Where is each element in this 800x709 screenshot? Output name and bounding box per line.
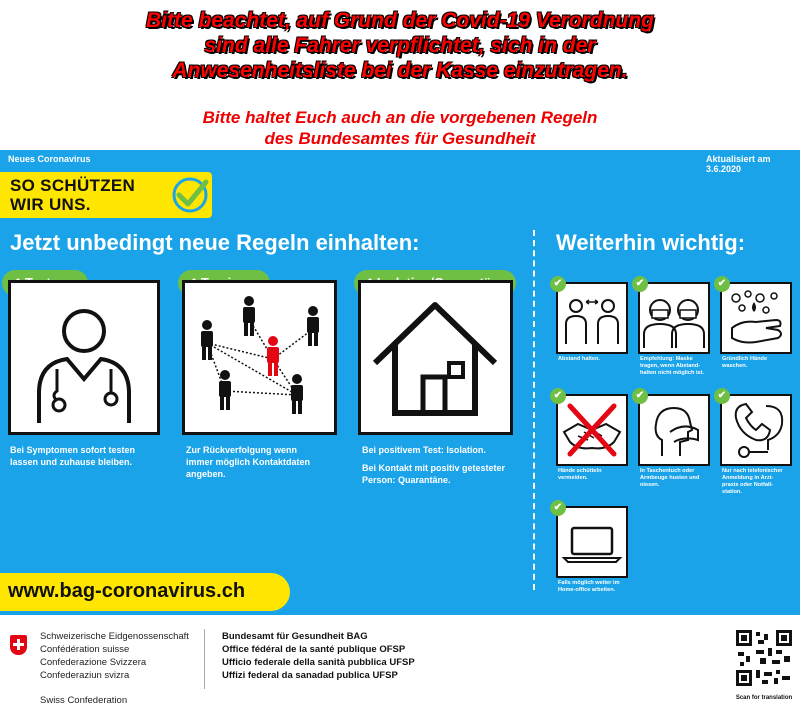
no-handshake-icon	[558, 396, 626, 464]
campaign-slogan	[10, 176, 135, 214]
rule-text-tracing	[186, 444, 310, 480]
poster-topic: Neues Coronavirus	[8, 154, 91, 164]
office-names	[222, 630, 415, 682]
notice-sub-line-1: Bitte haltet Euch auch an die vorgebenen Regeln	[202, 108, 598, 127]
card-testen	[8, 280, 160, 435]
tip-text-handwash	[722, 356, 767, 370]
tip-text-distance	[558, 356, 600, 363]
hand-wash-icon	[722, 284, 790, 352]
qr-code-icon[interactable]	[736, 630, 792, 686]
tip-text-line: Nur nach telefonischer	[722, 468, 783, 474]
phone-stethoscope-icon	[722, 396, 790, 464]
footer-divider	[204, 629, 205, 689]
qr-caption: Scan for translation	[735, 695, 793, 701]
check-circle-icon	[170, 176, 210, 214]
rule-text-line: Bei positivem Test: Isolation.	[362, 445, 486, 455]
rule-text-line: Zur Rückverfolgung wenn	[186, 445, 298, 455]
confederation-name: Confederaziun svizra	[40, 670, 130, 681]
tip-card-handshake	[556, 394, 628, 466]
confederation-names	[40, 630, 189, 682]
tip-text-line: Armbeuge husten und	[640, 475, 700, 481]
slogan-line-2: WIR UNS.	[10, 195, 91, 214]
tip-text-line: Anmeldung in Arzt-	[722, 475, 774, 481]
rule-text-line: Person: Quarantäne.	[362, 475, 451, 485]
confederation-english: Swiss Confederation	[40, 695, 128, 706]
campaign-badge	[0, 172, 212, 218]
mask-icon	[640, 284, 708, 352]
notice-line-2: sind alle Fahrer verpflichtet, sich in der	[204, 34, 596, 57]
tip-text-line: Abstand halten.	[558, 356, 600, 362]
tip-text-line: Home-office arbeiten.	[558, 587, 616, 593]
poster-updated: Aktualisiert am 3.6.2020	[706, 154, 771, 174]
rule-text-line: immer möglich Kontaktdaten	[186, 457, 311, 467]
slogan-line-1: SO SCHÜTZEN	[10, 176, 136, 195]
rule-text-testen	[10, 444, 135, 468]
check-icon: ✔	[632, 276, 648, 292]
tip-text-line: vermeiden.	[558, 475, 588, 481]
website-link[interactable]: www.bag-coronavirus.ch	[8, 580, 246, 602]
tip-text-handshake	[558, 468, 602, 482]
tip-text-line: praxis oder Notfall-	[722, 482, 773, 488]
tip-text-line: tragen, wenn Abstand-	[640, 363, 701, 369]
confederation-name: Schweizerische Eidgenossenschaft	[40, 631, 189, 642]
office-name: Office fédéral de la santé publique OFSP	[222, 644, 406, 655]
tip-text-homeoffice	[558, 580, 620, 594]
check-icon: ✔	[632, 388, 648, 404]
check-icon: ✔	[714, 276, 730, 292]
tip-text-mask	[640, 356, 704, 377]
tip-card-mask	[638, 282, 710, 354]
tip-text-line: In Taschentuch oder	[640, 468, 695, 474]
swiss-coat-of-arms-icon	[10, 635, 27, 655]
office-name: Ufficio federale della sanità pubblica UFSP	[222, 657, 415, 668]
notice-line-1: Bitte beachtet, auf Grund der Covid-19 Verordnung	[146, 9, 654, 32]
rule-text-line: angeben.	[186, 469, 226, 479]
tip-text-line: station.	[722, 489, 742, 495]
notice-subtext	[0, 107, 800, 149]
tip-card-homeoffice	[556, 506, 628, 578]
contact-network-icon	[185, 283, 334, 432]
distance-icon	[558, 284, 626, 352]
section-divider	[533, 230, 535, 590]
check-icon: ✔	[714, 388, 730, 404]
house-icon	[361, 283, 510, 432]
check-icon: ✔	[550, 276, 566, 292]
tip-text-line: Empfehlung: Maske	[640, 356, 693, 362]
rule-text-isolation	[362, 444, 505, 486]
tip-text-line: Gründlich Hände	[722, 356, 768, 362]
tip-card-handwash	[720, 282, 792, 354]
laptop-icon	[558, 508, 626, 576]
bag-poster	[0, 150, 800, 615]
notice-sub-line-2: des Bundesamtes für Gesundheit	[264, 129, 536, 148]
tip-text-line: waschen.	[722, 363, 748, 369]
footer	[0, 615, 800, 709]
tip-text-line: Hände schütteln	[558, 468, 602, 474]
confederation-name: Confédération suisse	[40, 644, 130, 655]
rule-text-line: Bei Kontakt mit positiv getesteter	[362, 463, 506, 473]
tip-card-sneeze	[638, 394, 710, 466]
rules-heading: Jetzt unbedingt neue Regeln einhalten:	[10, 230, 420, 255]
doctor-icon	[11, 283, 157, 432]
card-isolation	[358, 280, 513, 435]
tips-heading: Weiterhin wichtig:	[556, 230, 746, 255]
office-name: Uffizi federal da sanadad publica UFSP	[222, 670, 398, 681]
covid-notice	[0, 8, 800, 83]
sneeze-icon	[640, 396, 708, 464]
tip-text-line: niesen.	[640, 482, 660, 488]
tip-card-phone	[720, 394, 792, 466]
tip-text-line: Falls möglich weiter im	[558, 580, 620, 586]
website-banner	[0, 573, 290, 611]
tip-card-distance	[556, 282, 628, 354]
office-name: Bundesamt für Gesundheit BAG	[222, 631, 368, 642]
tip-text-line: halten nicht möglich ist.	[640, 370, 705, 376]
notice-line-3: Anwesenheitsliste bei der Kasse einzutragen.	[172, 59, 628, 82]
tip-text-sneeze	[640, 468, 699, 489]
rule-text-line: lassen und zuhause bleiben.	[10, 457, 133, 467]
check-icon: ✔	[550, 500, 566, 516]
check-icon: ✔	[550, 388, 566, 404]
rule-text-line: Bei Symptomen sofort testen	[10, 445, 136, 455]
tip-text-phone	[722, 468, 783, 496]
card-tracing	[182, 280, 337, 435]
confederation-name: Confederazione Svizzera	[40, 657, 147, 668]
